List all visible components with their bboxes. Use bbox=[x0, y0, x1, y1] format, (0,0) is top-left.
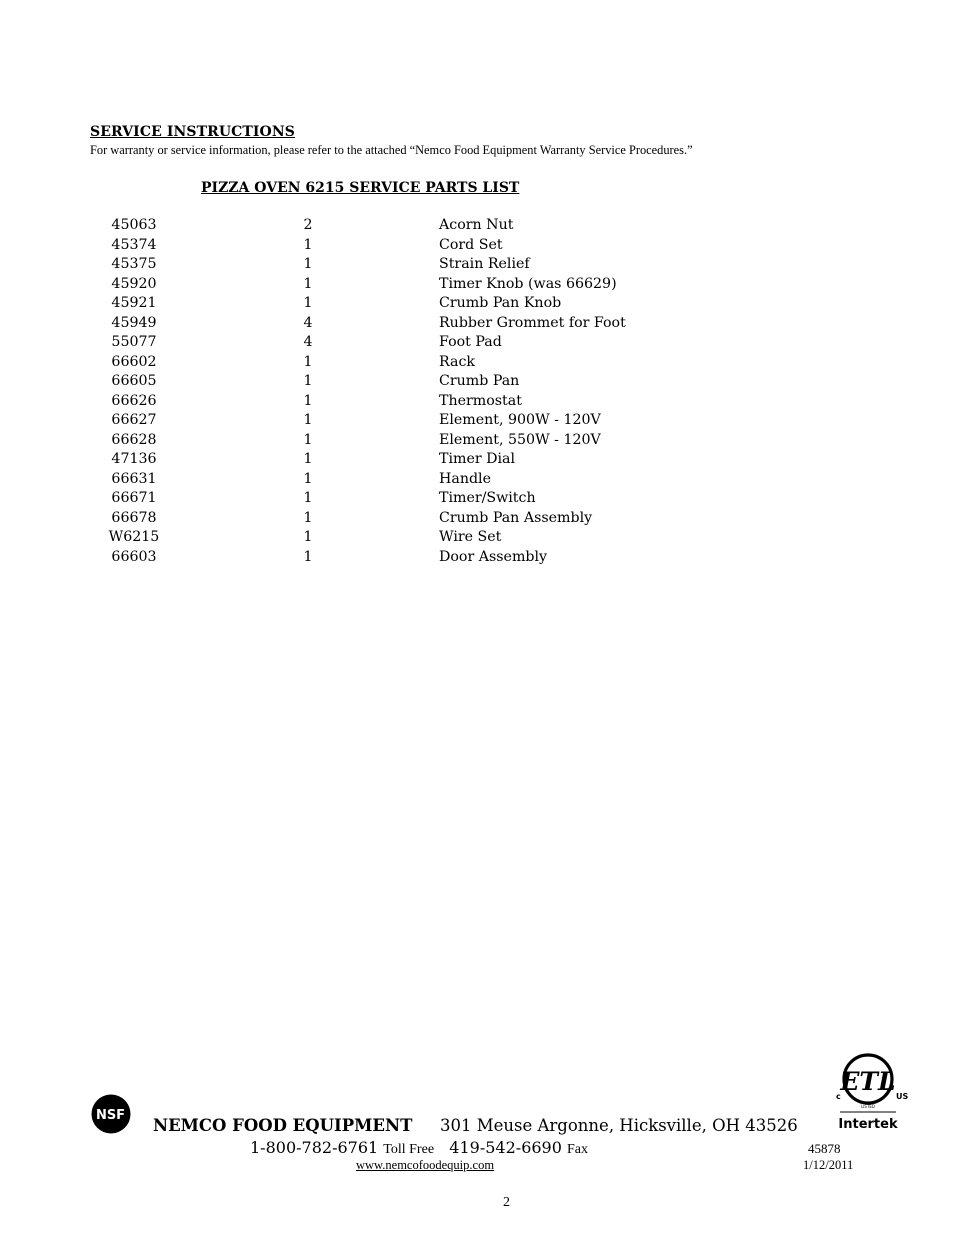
part-description: Element, 900W - 120V bbox=[439, 412, 601, 428]
parts-row bbox=[0, 450, 954, 470]
website-link[interactable]: www.nemcofoodequip.com bbox=[356, 1158, 495, 1172]
parts-list-title: PIZZA OVEN 6215 SERVICE PARTS LIST bbox=[201, 180, 520, 196]
part-number: 66631 bbox=[111, 470, 157, 487]
part-description: Crumb Pan Assembly bbox=[439, 509, 593, 526]
parts-row bbox=[0, 431, 954, 451]
part-quantity: 4 bbox=[303, 314, 313, 331]
etl-intertek-logo bbox=[831, 1050, 913, 1132]
part-number: 66605 bbox=[111, 373, 157, 389]
part-number: 66627 bbox=[111, 412, 157, 428]
parts-row bbox=[0, 255, 954, 275]
document-number: 45878 bbox=[808, 1141, 841, 1156]
part-quantity: 1 bbox=[303, 470, 313, 487]
parts-row bbox=[0, 314, 954, 334]
part-quantity: 1 bbox=[303, 451, 313, 467]
part-description: Handle bbox=[439, 470, 491, 487]
part-description: Acorn Nut bbox=[439, 217, 514, 233]
part-number: 45921 bbox=[111, 295, 157, 311]
part-quantity: 1 bbox=[303, 392, 313, 409]
parts-row bbox=[0, 392, 954, 412]
part-number: 66678 bbox=[111, 509, 157, 526]
etl-listed-text: LISTED bbox=[861, 1104, 875, 1109]
service-instructions-heading: SERVICE INSTRUCTIONS bbox=[90, 124, 295, 140]
part-description: Crumb Pan Knob bbox=[439, 295, 562, 311]
parts-row bbox=[0, 411, 954, 431]
part-quantity: 1 bbox=[303, 548, 313, 565]
parts-list bbox=[0, 216, 954, 567]
parts-row bbox=[0, 548, 954, 568]
parts-row bbox=[0, 470, 954, 490]
part-number: 66602 bbox=[111, 353, 157, 370]
parts-row bbox=[0, 236, 954, 256]
company-name: NEMCO FOOD EQUIPMENT bbox=[153, 1116, 413, 1135]
part-number: 45374 bbox=[111, 236, 157, 253]
fax-label: Fax bbox=[567, 1142, 588, 1157]
part-number: 45063 bbox=[111, 217, 157, 233]
part-quantity: 1 bbox=[303, 295, 313, 311]
part-quantity: 1 bbox=[303, 275, 313, 292]
fax-number: 419-542-6690 bbox=[449, 1138, 562, 1157]
part-quantity: 1 bbox=[303, 373, 313, 389]
part-description: Timer Dial bbox=[439, 451, 516, 467]
parts-row bbox=[0, 509, 954, 529]
etl-mark-text: ETL bbox=[840, 1067, 896, 1096]
part-description: Timer Knob (was 66629) bbox=[439, 275, 617, 292]
parts-row bbox=[0, 489, 954, 509]
part-number: 66626 bbox=[111, 392, 157, 409]
part-description: Cord Set bbox=[439, 236, 503, 253]
part-number: 66628 bbox=[111, 431, 157, 448]
part-quantity: 1 bbox=[303, 509, 313, 526]
part-description: Timer/Switch bbox=[439, 490, 536, 506]
part-number: 45920 bbox=[111, 275, 157, 292]
part-number: 66671 bbox=[111, 490, 157, 506]
part-description: Foot Pad bbox=[439, 334, 502, 350]
part-number: 45375 bbox=[111, 256, 157, 272]
etl-us-text: US bbox=[896, 1092, 909, 1101]
part-number: 66603 bbox=[111, 548, 157, 565]
document-date: 1/12/2011 bbox=[803, 1158, 854, 1172]
etl-c-text: c bbox=[836, 1092, 841, 1101]
part-quantity: 1 bbox=[303, 490, 313, 506]
part-quantity: 4 bbox=[303, 334, 313, 350]
part-description: Crumb Pan bbox=[439, 373, 520, 389]
parts-row bbox=[0, 372, 954, 392]
part-quantity: 1 bbox=[303, 431, 313, 448]
parts-row bbox=[0, 333, 954, 353]
part-description: Strain Relief bbox=[439, 256, 530, 272]
part-quantity: 2 bbox=[303, 217, 313, 233]
part-description: Thermostat bbox=[439, 392, 522, 409]
intertek-text: Intertek bbox=[838, 1117, 898, 1132]
part-description: Wire Set bbox=[439, 529, 502, 545]
company-address: 301 Meuse Argonne, Hicksville, OH 43526 bbox=[440, 1116, 798, 1135]
part-quantity: 1 bbox=[303, 353, 313, 370]
part-quantity: 1 bbox=[303, 256, 313, 272]
parts-row bbox=[0, 294, 954, 314]
parts-row bbox=[0, 216, 954, 236]
part-number: 45949 bbox=[111, 314, 157, 331]
part-description: Door Assembly bbox=[439, 548, 548, 565]
part-quantity: 1 bbox=[303, 236, 313, 253]
phone-line bbox=[250, 1138, 588, 1158]
service-instructions-text: For warranty or service information, please refer to the attached “Nemco Food Equipment Warranty Service Procedures.” bbox=[90, 143, 693, 157]
part-quantity: 1 bbox=[303, 412, 313, 428]
parts-row bbox=[0, 353, 954, 373]
part-quantity: 1 bbox=[303, 529, 313, 545]
toll-free-label: Toll Free bbox=[383, 1142, 435, 1157]
part-description: Element, 550W - 120V bbox=[439, 431, 601, 448]
nsf-logo bbox=[91, 1094, 131, 1134]
part-number: 47136 bbox=[111, 451, 157, 467]
page-number: 2 bbox=[503, 1195, 510, 1210]
parts-row bbox=[0, 275, 954, 295]
nsf-logo-text: NSF bbox=[95, 1108, 126, 1123]
part-description: Rubber Grommet for Foot bbox=[439, 314, 626, 331]
part-number: 55077 bbox=[111, 334, 157, 350]
part-description: Rack bbox=[439, 353, 476, 370]
parts-row bbox=[0, 528, 954, 548]
part-number: W6215 bbox=[108, 529, 160, 545]
toll-free-number: 1-800-782-6761 bbox=[250, 1138, 379, 1157]
